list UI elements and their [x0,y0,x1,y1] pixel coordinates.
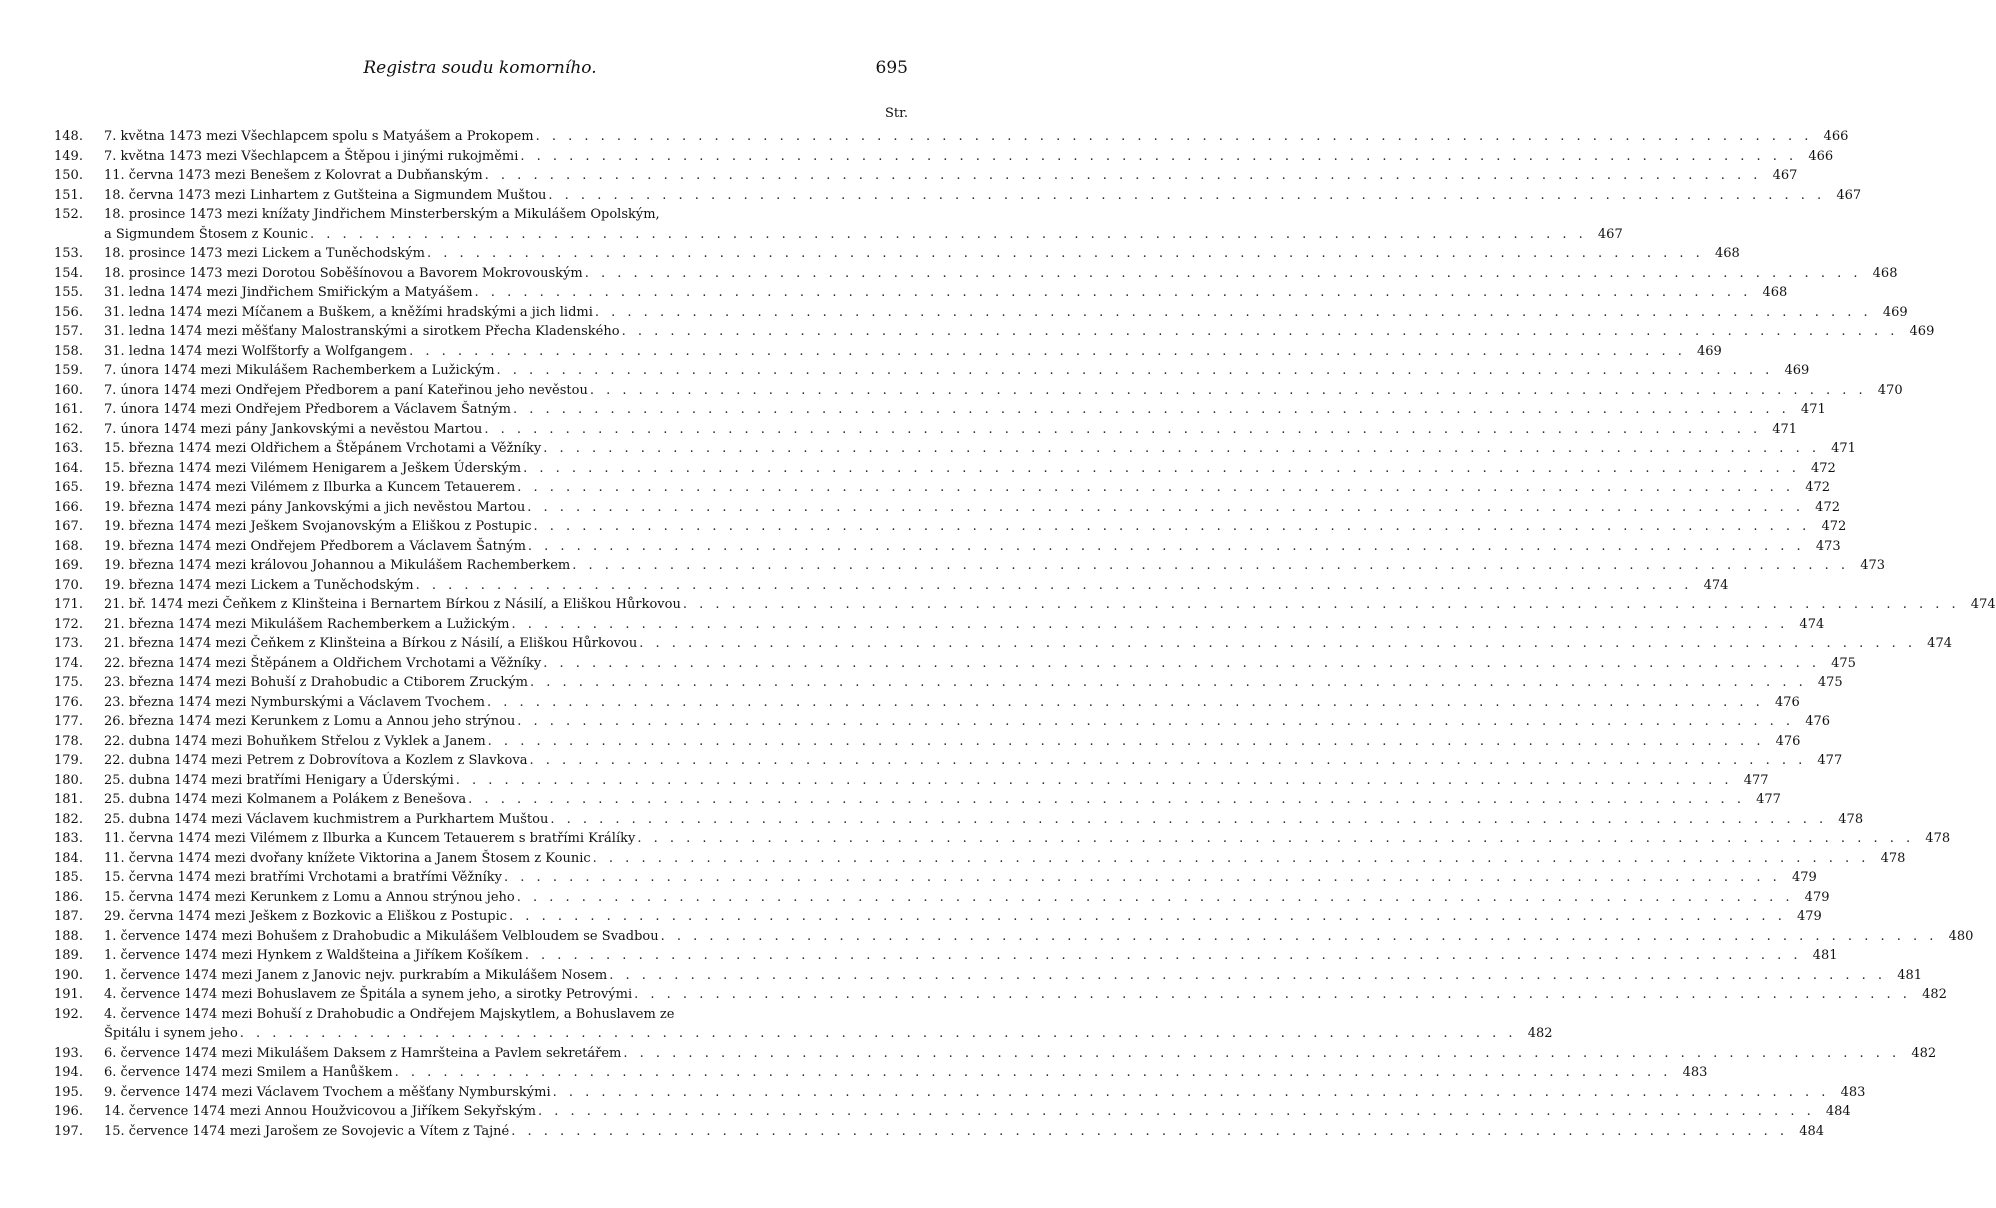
entry-number: 158. [54,343,83,359]
entry-number: 183. [54,831,83,846]
dot-leader [588,381,1869,401]
entry-text: 19. března 1474 mezi Ješkem Svojanovským a Eliškou z Postupic [104,519,532,534]
entry-page: 469 [1909,324,1935,339]
entry-page: 471 [1772,421,1798,437]
entry-number: 166. [54,499,83,515]
dot-leader [527,751,1808,771]
entry-text: 26. března 1474 mezi Kerunkem z Lomu a Annou jeho strýnou [104,714,516,729]
dot-leader [591,849,1872,869]
toc-entry [54,712,1831,732]
dot-leader [509,1122,1790,1142]
entry-number: 150. [54,168,83,183]
toc-entry [54,517,1847,537]
entry-text: 7. února 1474 mezi Ondřejem Předborem a paní Kateřinou jeho nevěstou [104,382,588,398]
dot-leader [238,1024,1519,1044]
entry-page: 484 [1799,1123,1825,1139]
toc-entry [54,303,1908,323]
toc-entry [54,888,1830,908]
dot-leader [607,966,1888,986]
toc-entry [54,1005,909,1025]
dot-leader [637,634,1918,654]
entry-text: 15. června 1474 mezi bratřími Vrchotami a bratřími Věžníky [104,870,503,885]
entry-text: 18. června 1473 mezi Linhartem z Gutšteina a Sigmundem Muštou [104,187,547,203]
entry-text: 7. února 1474 mezi Ondřejem Předborem a Václavem Šatným [104,402,511,417]
entry-text: 25. dubna 1474 mezi Václavem kuchmistrem a Purkhartem Muštou [104,811,549,827]
entry-page: 476 [1805,714,1831,729]
entry-page: 475 [1831,655,1856,671]
entry-text: 21. bř. 1474 mezi Čeňkem z Klinšteina i Bernartem Bírkou z Násilí, a Eliškou Hůrkovou [104,597,681,612]
toc-entry [54,771,1769,791]
dot-leader [528,673,1809,693]
dot-leader [536,1102,1817,1122]
entry-page: 477 [1817,753,1843,768]
dot-leader [393,1063,1674,1083]
toc-entry [54,1122,1825,1142]
entry-page: 475 [1817,675,1843,690]
entry-text: 11. června 1474 mezi Vilémem z Ilburka a Kuncem Tetauerem s bratřími Králíky [104,831,636,846]
entry-number: 172. [54,616,83,632]
dot-leader [583,264,1864,284]
toc-entry [54,556,1886,576]
entry-text: 19. března 1474 mezi pány Jankovskými a jich nevěstou Martou [104,499,526,515]
dot-leader [681,595,1962,615]
entry-text: 4. července 1474 mezi Bohuslavem ze Špitála a synem jeho, a sirotky Petrovými [104,987,633,1002]
entry-page: 474 [1703,577,1729,593]
entry-page: 473 [1815,538,1841,554]
dot-leader [532,517,1813,537]
entry-text: 22. března 1474 mezi Štěpánem a Oldřichem Vrchotami a Věžníky [104,655,542,671]
entry-number: 163. [54,441,83,456]
dot-leader [466,790,1747,810]
entry-page: 477 [1756,792,1781,807]
entry-text: 15. března 1474 mezi Oldřichem a Štěpánem Vrchotami a Věžníky [104,441,542,456]
toc-entry [54,576,1729,596]
toc-entry [54,1063,1708,1083]
entry-page: 482 [1527,1026,1553,1041]
entry-number: 197. [54,1123,83,1139]
entry-page: 469 [1697,343,1722,359]
toc-entry [54,264,1898,284]
entry-page: 470 [1877,382,1903,398]
table-of-contents [54,127,1996,1141]
dot-leader [308,225,1589,245]
entry-text: 1. července 1474 mezi Janem z Janovic nejv. purkrabím a Mikulášem Nosem [104,967,608,983]
entry-text: 23. března 1474 mezi Bohuší z Drahobudic a Ctiborem Zruckým [104,675,528,690]
entry-page: 481 [1812,948,1838,963]
entry-number: 149. [54,148,83,164]
dot-leader [546,186,1827,206]
entry-page: 482 [1911,1045,1937,1061]
entry-number: 153. [54,246,83,261]
entry-number: 169. [54,558,83,573]
toc-entry [54,595,1996,615]
entry-number: 177. [54,714,83,729]
dot-leader [534,127,1815,147]
entry-number: 189. [54,948,83,963]
entry-page: 474 [1970,597,1996,612]
toc-entry [54,381,1903,401]
entry-page: 472 [1811,460,1836,476]
entry-page: 474 [1799,616,1825,632]
dot-leader [485,693,1766,713]
entry-number: 187. [54,909,83,924]
entry-number: 152. [54,207,83,222]
entry-text: 31. ledna 1474 mezi Míčanem a Buškem, a kněžími hradskými a jich lidmi [104,304,593,320]
entry-number: 191. [54,987,83,1002]
entry-text: 19. března 1474 mezi Vilémem z Ilburka a Kuncem Tetauerem [104,480,516,495]
entry-number: 185. [54,870,83,885]
toc-entry [54,322,1935,342]
entry-text: 19. března 1474 mezi královou Johannou a Mikulášem Rachemberkem [104,558,571,573]
entry-text: 15. července 1474 mezi Jarošem ze Sovojevic a Vítem z Tajné [104,1123,510,1139]
dot-leader [511,400,1792,420]
entry-number: 173. [54,636,83,651]
dot-leader [526,537,1807,557]
dot-leader [593,303,1874,323]
entry-number: 193. [54,1045,83,1061]
dot-leader [414,576,1695,596]
entry-page: 472 [1815,499,1840,515]
toc-entry [54,1024,1553,1044]
entry-text: 25. dubna 1474 mezi bratřími Henigary a Úderskými [104,772,454,788]
entry-text: 22. dubna 1474 mezi Bohuňkem Střelou z Vyklek a Janem [104,733,486,749]
dot-leader [486,732,1767,752]
toc-entry [54,810,1864,830]
entry-page: 471 [1800,402,1826,417]
entry-text: 1. července 1474 mezi Hynkem z Waldšteina a Jiříkem Košíkem [104,948,523,963]
entry-page: 478 [1838,811,1864,827]
entry-text: 7. května 1473 mezi Všechlapcem a Štěpou i jinými rukojměmi [104,148,519,164]
toc-entry [54,849,1906,869]
toc-entry [54,420,1798,440]
entry-number: 162. [54,421,83,437]
entry-number: 175. [54,675,83,690]
entry-number: 180. [54,772,83,788]
entry-number: 170. [54,577,83,593]
entry-page: 473 [1860,558,1886,573]
entry-text: 7. února 1474 mezi Mikulášem Rachemberkem a Lužickým [104,363,495,378]
entry-page: 468 [1872,265,1898,281]
entry-text: 18. prosince 1473 mezi Dorotou Soběšínovou a Bavorem Mokrovouským [104,265,583,281]
entry-number: 190. [54,967,83,983]
entry-text: 22. dubna 1474 mezi Petrem z Dobrovítova a Kozlem z Slavkova [104,753,528,768]
entry-number: 154. [54,265,83,281]
entry-number: 168. [54,538,83,554]
entry-number: 181. [54,792,83,807]
entry-page: 467 [1597,226,1623,242]
toc-entry [54,790,1781,810]
toc-entry [54,868,1817,888]
dot-leader [509,615,1790,635]
entry-number: 164. [54,460,83,476]
entry-page: 479 [1791,870,1817,885]
entry-text: 1. července 1474 mezi Bohušem z Drahobudic a Mikulášem Velbloudem se Svadbou [104,928,659,944]
entry-page: 468 [1762,285,1788,300]
entry-text: 21. března 1474 mezi Mikulášem Rachemberkem a Lužickým [104,616,510,632]
toc-entry [54,654,1856,674]
dot-leader [502,868,1783,888]
dot-leader [659,927,1940,947]
entry-number: 165. [54,480,83,495]
entry-number: 196. [54,1104,83,1119]
toc-entry [54,186,1862,206]
entry-number: 174. [54,655,83,671]
toc-entry [54,1083,1866,1103]
entry-page: 469 [1882,304,1908,320]
toc-entry [54,966,1923,986]
dot-leader [507,907,1788,927]
entry-page: 479 [1804,889,1830,905]
entry-number: 151. [54,187,83,203]
dot-leader [515,478,1796,498]
toc-entry [54,673,1843,693]
dot-leader [521,459,1802,479]
page-header [0,58,960,84]
entry-text: 31. ledna 1474 mezi měšťany Malostranskými a sirotkem Přecha Kladenského [104,324,620,339]
entry-page: 477 [1743,772,1769,788]
entry-text: 29. června 1474 mezi Ješkem z Bozkovic a Eliškou z Postupic [104,909,508,924]
entry-number: 192. [54,1006,83,1022]
dot-leader [551,1083,1832,1103]
entry-number: 182. [54,811,83,827]
entry-number: 160. [54,382,83,398]
entry-text: 31. ledna 1474 mezi Jindřichem Smiřickým a Matyášem [104,285,473,300]
toc-entry [54,127,1849,147]
toc-entry [54,400,1826,420]
dot-leader [541,439,1822,459]
toc-entry [54,1102,1851,1122]
toc-entry [54,907,1822,927]
entry-text: 7. května 1473 mezi Všechlapcem spolu s Matyášem a Prokopem [104,129,534,144]
entry-text: 18. prosince 1473 mezi Lickem a Tuněchodským [104,246,425,261]
toc-entry [54,459,1836,479]
toc-entry [54,985,1947,1005]
dot-leader [621,1044,1902,1064]
toc-entry [54,225,1623,245]
toc-entry [54,147,1834,167]
toc-entry [54,1044,1937,1064]
entry-text: 4. července 1474 mezi Bohuší z Drahobudic a Ondřejem Majskytlem, a Bohuslavem ze [104,1006,675,1022]
toc-entry [54,478,1831,498]
entry-text: 9. července 1474 mezi Václavem Tvochem a měšťany Nymburskými [104,1084,551,1100]
entry-page: 468 [1714,246,1740,261]
dot-leader [515,888,1796,908]
entry-text: 15. června 1474 mezi Kerunkem z Lomu a Annou strýnou jeho [104,889,515,905]
dot-leader [473,283,1754,303]
entry-page: 467 [1836,187,1862,203]
entry-page: 466 [1823,129,1849,144]
toc-entry [54,205,909,225]
entry-page: 482 [1922,987,1947,1002]
toc-entry [54,615,1825,635]
entry-number: 167. [54,519,83,534]
dot-leader [523,946,1804,966]
entry-number: 184. [54,850,83,866]
entry-page: 481 [1897,967,1923,983]
entry-page: 469 [1784,363,1810,378]
entry-text: 15. března 1474 mezi Vilémem Henigarem a Ješkem Úderským [104,460,522,476]
dot-leader [635,829,1916,849]
entry-text: 6. července 1474 mezi Mikulášem Daksem z Hamršteina a Pavlem sekretářem [104,1045,622,1061]
entry-text: a Sigmundem Štosem z Kounic [104,226,308,242]
entry-text: 19. března 1474 mezi Lickem a Tuněchodským [104,577,414,593]
dot-leader [407,342,1688,362]
toc-entry [54,732,1801,752]
entry-number: 176. [54,694,83,710]
entry-page: 484 [1825,1104,1851,1119]
entry-page: 467 [1772,168,1798,183]
toc-entry [54,244,1740,264]
entry-page: 478 [1880,850,1906,866]
entry-page: 476 [1774,694,1800,710]
entry-number: 159. [54,363,83,378]
toc-entry [54,498,1840,518]
toc-entry [54,946,1838,966]
toc-entry [54,927,1974,947]
running-title: Registra soudu komorního. [363,58,597,78]
entry-text: 23. března 1474 mezi Nymburskými a Václavem Tvochem [104,694,486,710]
entry-text: 18. prosince 1473 mezi knížaty Jindřichem Minsterberským a Mikulášem Opolským, [104,207,660,222]
entry-text: 25. dubna 1474 mezi Kolmanem a Polákem z Benešova [104,792,467,807]
entry-page: 466 [1808,148,1834,164]
toc-entry [54,537,1841,557]
entry-page: 479 [1797,909,1822,924]
toc-entry [54,361,1810,381]
entry-number: 157. [54,324,83,339]
entry-number: 148. [54,129,83,144]
toc-entry [54,283,1788,303]
dot-leader [525,498,1806,518]
page-number: 695 [875,58,908,78]
entry-page: 471 [1831,441,1856,456]
entry-page: 478 [1925,831,1951,846]
dot-leader [482,420,1763,440]
entry-page: 480 [1948,928,1974,944]
entry-number: 188. [54,928,83,944]
toc-entry [54,829,1951,849]
entry-page: 472 [1805,480,1831,495]
entry-text: Špitálu i synem jeho [104,1026,238,1041]
toc-entry [54,166,1798,186]
toc-entry [54,693,1800,713]
dot-leader [548,810,1829,830]
dot-leader [570,556,1851,576]
entry-number: 179. [54,753,83,768]
entry-number: 186. [54,889,83,905]
entry-number: 171. [54,597,83,612]
toc-entry [54,439,1856,459]
entry-page: 483 [1682,1065,1708,1080]
entry-number: 161. [54,402,83,417]
entry-number: 195. [54,1084,83,1100]
dot-leader [518,147,1799,167]
entry-text: 14. července 1474 mezi Annou Houžvicovou a Jiříkem Sekyřským [104,1104,536,1119]
entry-page: 483 [1840,1084,1866,1100]
dot-leader [483,166,1764,186]
entry-number: 156. [54,304,83,320]
entry-text: 7. února 1474 mezi pány Jankovskými a nevěstou Martou [104,421,483,437]
entry-number: 178. [54,733,83,749]
entry-text: 11. června 1473 mezi Benešem z Kolovrat a Dubňanským [104,168,483,183]
entry-text: 19. března 1474 mezi Ondřejem Předborem a Václavem Šatným [104,538,526,554]
dot-leader [632,985,1913,1005]
dot-leader [454,771,1735,791]
toc-entry [54,634,1952,654]
entry-text: 21. března 1474 mezi Čeňkem z Klinšteina a Bírkou z Násilí, a Eliškou Hůrkovou [104,636,638,651]
toc-entry [54,342,1722,362]
entry-page: 474 [1927,636,1952,651]
entry-page: 472 [1821,519,1847,534]
dot-leader [541,654,1822,674]
entry-text: 31. ledna 1474 mezi Wolfštorfy a Wolfgangem [104,343,408,359]
entry-text: 6. července 1474 mezi Smilem a Hanůškem [104,1065,393,1080]
entry-number: 155. [54,285,83,300]
entry-number: 194. [54,1065,83,1080]
dot-leader [495,361,1776,381]
dot-leader [620,322,1901,342]
dot-leader [425,244,1706,264]
toc-entry [54,751,1843,771]
dot-leader [515,712,1796,732]
entry-page: 476 [1775,733,1801,749]
entry-text: 11. června 1474 mezi dvořany knížete Viktorina a Janem Štosem z Kounic [104,850,591,866]
page-column-label: Str. [884,106,908,121]
